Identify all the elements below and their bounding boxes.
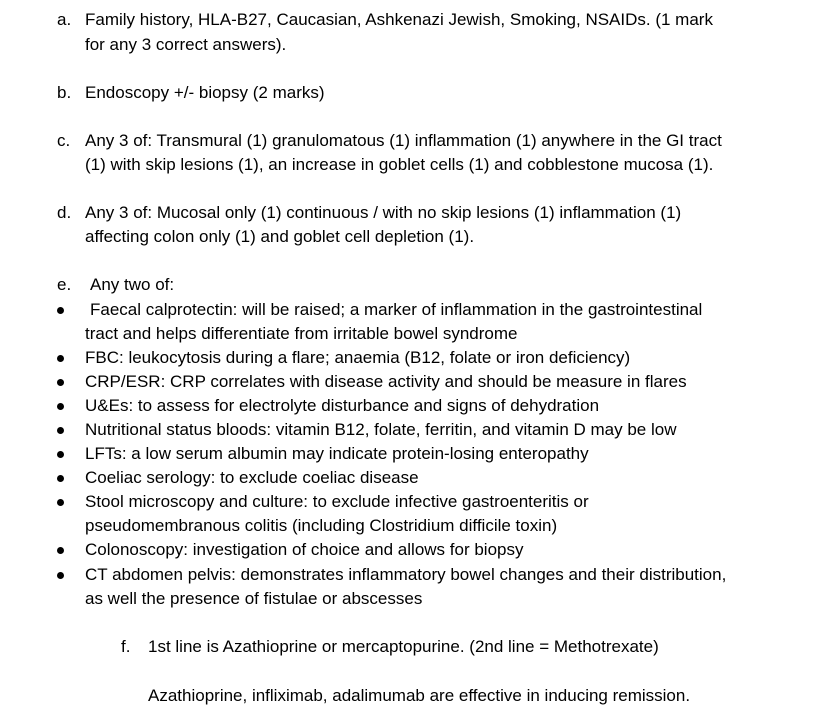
bullet-icon — [57, 572, 64, 579]
bullet-icon — [57, 307, 64, 314]
bullet-4-line-1: U&Es: to assess for electrolyte disturbance and signs of dehydration — [85, 396, 600, 415]
item-b-marker: b. — [57, 83, 72, 102]
bullet-9-line-1: Colonoscopy: investigation of choice and allows for biopsy — [85, 540, 524, 559]
bullet-1-line-1: Faecal calprotectin: will be raised; a marker of inflammation in the gastrointestinal — [90, 300, 703, 319]
item-e-marker: e. — [57, 275, 72, 294]
item-f-marker: f. — [121, 637, 131, 656]
bullet-10-line-2: as well the presence of fistulae or abscesses — [85, 589, 423, 608]
item-d-line-2: affecting colon only (1) and goblet cell depletion (1). — [85, 227, 475, 246]
item-a-marker: a. — [57, 10, 72, 29]
bullet-icon — [57, 475, 64, 482]
item-d-line-1: Any 3 of: Mucosal only (1) continuous / with no skip lesions (1) inflammation (1) — [85, 203, 682, 222]
item-e-intro: Any two of: — [90, 275, 175, 294]
bullet-6-line-1: LFTs: a low serum albumin may indicate protein-losing enteropathy — [85, 444, 589, 463]
bullet-3-line-1: CRP/ESR: CRP correlates with disease activity and should be measure in flares — [85, 372, 687, 391]
bullet-icon — [57, 451, 64, 458]
bullet-icon — [57, 547, 64, 554]
item-a-line-1: Family history, HLA-B27, Caucasian, Ashkenazi Jewish, Smoking, NSAIDs. (1 mark — [85, 10, 713, 29]
bullet-1-line-2: tract and helps differentiate from irritable bowel syndrome — [85, 324, 518, 343]
item-f-line-1: 1st line is Azathioprine or mercaptopurine. (2nd line = Methotrexate) — [148, 637, 659, 656]
bullet-2-line-1: FBC: leukocytosis during a flare; anaemia (B12, folate or iron deficiency) — [85, 348, 631, 367]
bullet-icon — [57, 499, 64, 506]
bullet-10-line-1: CT abdomen pelvis: demonstrates inflammatory bowel changes and their distribution, — [85, 565, 727, 584]
bullet-icon — [57, 403, 64, 410]
item-b-line-1: Endoscopy +/- biopsy (2 marks) — [85, 83, 325, 102]
bullet-7-line-1: Coeliac serology: to exclude coeliac disease — [85, 468, 419, 487]
item-a-line-2: for any 3 correct answers). — [85, 35, 287, 54]
item-c-marker: c. — [57, 131, 71, 150]
bullet-icon — [57, 379, 64, 386]
item-f-note: Azathioprine, infliximab, adalimumab are effective in inducing remission. — [148, 686, 691, 705]
bullet-icon — [57, 355, 64, 362]
item-c-line-2: (1) with skip lesions (1), an increase in goblet cells (1) and cobblestone mucosa (1). — [85, 155, 714, 174]
item-c-line-1: Any 3 of: Transmural (1) granulomatous (1) inflammation (1) anywhere in the GI tract — [85, 131, 722, 150]
bullet-8-line-2: pseudomembranous colitis (including Clostridium difficile toxin) — [85, 516, 558, 535]
bullet-5-line-1: Nutritional status bloods: vitamin B12, folate, ferritin, and vitamin D may be low — [85, 420, 677, 439]
bullet-8-line-1: Stool microscopy and culture: to exclude infective gastroenteritis or — [85, 492, 589, 511]
item-d-marker: d. — [57, 203, 72, 222]
bullet-icon — [57, 427, 64, 434]
